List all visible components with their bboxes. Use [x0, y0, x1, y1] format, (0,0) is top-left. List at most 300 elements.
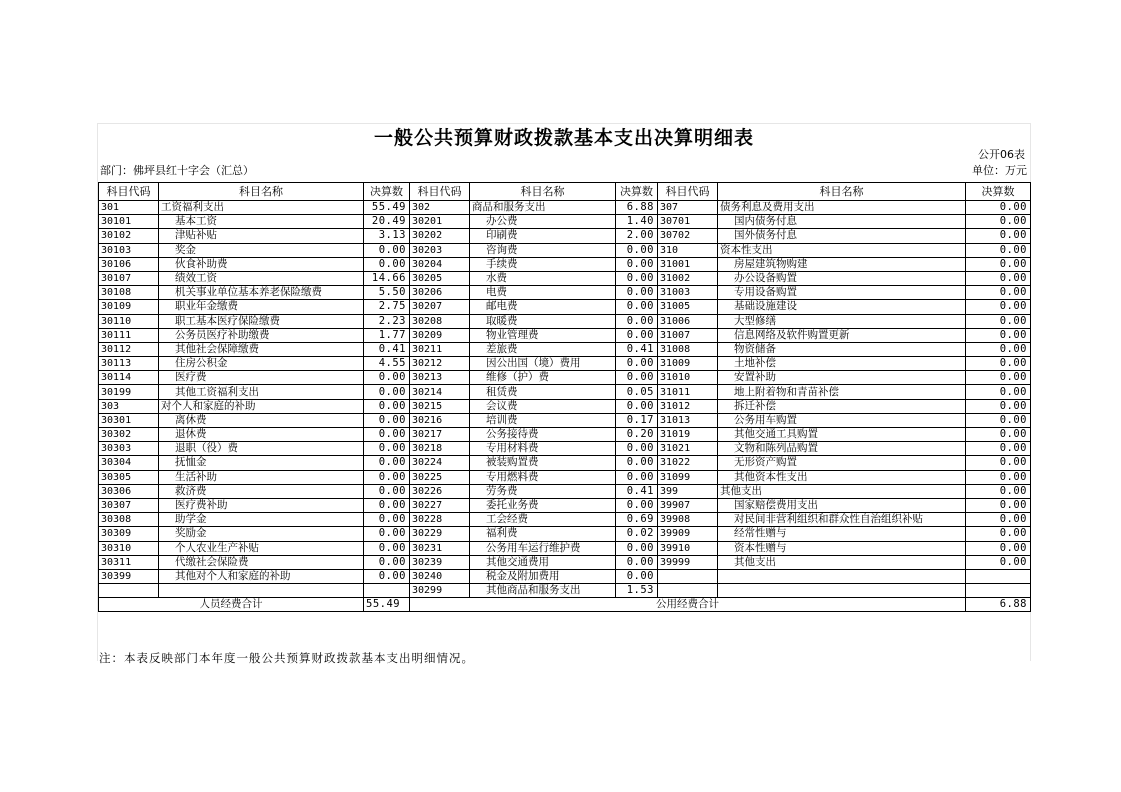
subject-code-cell: 30214: [410, 385, 470, 399]
header-cell: 科目代码: [410, 183, 470, 201]
subject-code-cell: 39907: [658, 498, 718, 512]
subject-name-cell: 住房公积金: [159, 357, 364, 371]
subject-code-cell: 31021: [658, 442, 718, 456]
subject-name-cell: 信息网络及软件购置更新: [718, 328, 966, 342]
subject-code-cell: 30303: [99, 442, 159, 456]
amount-cell: 0.20: [616, 428, 658, 442]
table-row: [99, 201, 1031, 215]
subject-name-cell: 其他交通工具购置: [718, 428, 966, 442]
subject-code-cell: 302: [410, 201, 470, 215]
amount-cell: 1.77: [364, 328, 410, 342]
subject-name-cell: 其他商品和服务支出: [470, 584, 616, 598]
subject-code-cell: 30213: [410, 371, 470, 385]
subject-name-cell: 国家赔偿费用支出: [718, 498, 966, 512]
subject-code-cell: 30702: [658, 229, 718, 243]
subject-code-cell: 30311: [99, 555, 159, 569]
amount-cell: 0.02: [616, 527, 658, 541]
table-row: [99, 215, 1031, 229]
subject-name-cell: 邮电费: [470, 300, 616, 314]
amount-cell: 0.00: [966, 215, 1031, 229]
amount-cell: 6.88: [616, 201, 658, 215]
subject-name-cell: 会议费: [470, 399, 616, 413]
table-row: [99, 456, 1031, 470]
subject-code-cell: 31005: [658, 300, 718, 314]
subject-code-cell: 31007: [658, 328, 718, 342]
subject-code-cell: 31099: [658, 470, 718, 484]
subject-code-cell: 30240: [410, 569, 470, 583]
table-row: [99, 357, 1031, 371]
subject-name-cell: 国外债务付息: [718, 229, 966, 243]
subject-name-cell: 公务用车运行维护费: [470, 541, 616, 555]
subject-code-cell: 30307: [99, 498, 159, 512]
subject-code-cell: 31003: [658, 286, 718, 300]
subject-name-cell: 其他资本性支出: [718, 470, 966, 484]
subject-code-cell: 30101: [99, 215, 159, 229]
table-row: [99, 413, 1031, 427]
amount-cell: 55.49: [364, 201, 410, 215]
subject-name-cell: 机关事业单位基本养老保险缴费: [159, 286, 364, 300]
subject-name-cell: 物业管理费: [470, 328, 616, 342]
subject-code-cell: 30206: [410, 286, 470, 300]
subject-name-cell: 基础设施建设: [718, 300, 966, 314]
subject-code-cell: 30304: [99, 456, 159, 470]
subject-code-cell: 31009: [658, 357, 718, 371]
table-row: [99, 484, 1031, 498]
subject-code-cell: 39909: [658, 527, 718, 541]
subject-name-cell: [159, 584, 364, 598]
subject-code-cell: 30218: [410, 442, 470, 456]
amount-cell: 0.00: [364, 413, 410, 427]
subject-name-cell: 专用设备购置: [718, 286, 966, 300]
amount-cell: [966, 584, 1031, 598]
subject-code-cell: 399: [658, 484, 718, 498]
header-cell: 科目名称: [470, 183, 616, 201]
subject-name-cell: 福利费: [470, 527, 616, 541]
header-cell: 科目名称: [159, 183, 364, 201]
subject-name-cell: [718, 569, 966, 583]
subject-code-cell: 30231: [410, 541, 470, 555]
amount-cell: 0.00: [966, 229, 1031, 243]
amount-cell: 0.00: [364, 527, 410, 541]
subject-code-cell: 30217: [410, 428, 470, 442]
expenditure-table: [98, 182, 1031, 612]
subject-code-cell: 30215: [410, 399, 470, 413]
amount-cell: 0.00: [364, 555, 410, 569]
report-title: 一般公共预算财政拨款基本支出决算明细表: [373, 127, 754, 149]
amount-cell: 0.00: [616, 555, 658, 569]
amount-cell: 0.00: [966, 541, 1031, 555]
amount-cell: 0.00: [966, 513, 1031, 527]
amount-cell: 0.00: [616, 300, 658, 314]
amount-cell: 0.00: [616, 399, 658, 413]
subject-name-cell: [718, 584, 966, 598]
subject-code-cell: 301: [99, 201, 159, 215]
table-row: [99, 243, 1031, 257]
subject-name-cell: 安置补助: [718, 371, 966, 385]
subject-code-cell: 31008: [658, 342, 718, 356]
amount-cell: 0.00: [616, 328, 658, 342]
amount-cell: 14.66: [364, 271, 410, 285]
subject-name-cell: 水费: [470, 271, 616, 285]
table-row: [99, 286, 1031, 300]
amount-cell: 3.13: [364, 229, 410, 243]
subject-name-cell: 助学金: [159, 513, 364, 527]
subject-name-cell: 其他工资福利支出: [159, 385, 364, 399]
amount-cell: 2.75: [364, 300, 410, 314]
table-row: [99, 498, 1031, 512]
subject-code-cell: 30226: [410, 484, 470, 498]
table-row: [99, 371, 1031, 385]
table-row: [99, 300, 1031, 314]
amount-cell: 0.00: [966, 498, 1031, 512]
totals-row: [99, 598, 1031, 612]
subject-name-cell: 公务用车购置: [718, 413, 966, 427]
subject-code-cell: 30224: [410, 456, 470, 470]
subject-code-cell: 30301: [99, 413, 159, 427]
amount-cell: 0.00: [364, 428, 410, 442]
subject-code-cell: [658, 584, 718, 598]
subject-name-cell: 咨询费: [470, 243, 616, 257]
amount-cell: 0.00: [364, 513, 410, 527]
subject-code-cell: 30202: [410, 229, 470, 243]
amount-cell: 0.00: [364, 371, 410, 385]
subject-name-cell: 奖励金: [159, 527, 364, 541]
subject-code-cell: 30228: [410, 513, 470, 527]
subject-name-cell: 税金及附加费用: [470, 569, 616, 583]
table-row: [99, 569, 1031, 583]
subject-code-cell: 31011: [658, 385, 718, 399]
amount-cell: 0.00: [616, 257, 658, 271]
subject-name-cell: 文物和陈列品购置: [718, 442, 966, 456]
subject-name-cell: 资本性赠与: [718, 541, 966, 555]
table-row: [99, 584, 1031, 598]
amount-cell: 2.23: [364, 314, 410, 328]
amount-cell: 0.00: [966, 442, 1031, 456]
amount-cell: 4.55: [364, 357, 410, 371]
subject-name-cell: 绩效工资: [159, 271, 364, 285]
subject-name-cell: 办公设备购置: [718, 271, 966, 285]
subject-code-cell: 30204: [410, 257, 470, 271]
subject-code-cell: 31013: [658, 413, 718, 427]
amount-cell: 0.00: [966, 456, 1031, 470]
amount-cell: 0.00: [364, 399, 410, 413]
table-row: [99, 513, 1031, 527]
table-row: [99, 257, 1031, 271]
subject-name-cell: 债务利息及费用支出: [718, 201, 966, 215]
subject-name-cell: 维修（护）费: [470, 371, 616, 385]
amount-cell: 0.00: [364, 541, 410, 555]
subject-code-cell: 30199: [99, 385, 159, 399]
subject-name-cell: 职工基本医疗保险缴费: [159, 314, 364, 328]
table-row: [99, 385, 1031, 399]
amount-cell: 0.00: [966, 385, 1031, 399]
subject-code-cell: 30207: [410, 300, 470, 314]
amount-cell: 0.00: [966, 484, 1031, 498]
subject-name-cell: 医疗费: [159, 371, 364, 385]
amount-cell: 0.00: [616, 456, 658, 470]
subject-name-cell: 生活补助: [159, 470, 364, 484]
amount-cell: 0.41: [616, 342, 658, 356]
subject-name-cell: 拆迁补偿: [718, 399, 966, 413]
subject-code-cell: 31006: [658, 314, 718, 328]
subject-code-cell: 30203: [410, 243, 470, 257]
subject-name-cell: 其他对个人和家庭的补助: [159, 569, 364, 583]
amount-cell: 0.00: [364, 569, 410, 583]
amount-cell: 0.00: [364, 484, 410, 498]
amount-cell: 0.00: [364, 456, 410, 470]
subject-code-cell: 30305: [99, 470, 159, 484]
subject-code-cell: 30208: [410, 314, 470, 328]
subject-code-cell: 30212: [410, 357, 470, 371]
amount-cell: 0.00: [616, 271, 658, 285]
subject-code-cell: 31010: [658, 371, 718, 385]
subject-code-cell: 39908: [658, 513, 718, 527]
subject-name-cell: 代缴社会保险费: [159, 555, 364, 569]
subject-code-cell: 31019: [658, 428, 718, 442]
subject-name-cell: 基本工资: [159, 215, 364, 229]
subject-name-cell: 公务接待费: [470, 428, 616, 442]
amount-cell: 0.00: [966, 286, 1031, 300]
subject-code-cell: 30306: [99, 484, 159, 498]
subject-code-cell: 30109: [99, 300, 159, 314]
table-row: [99, 399, 1031, 413]
amount-cell: 0.00: [966, 300, 1031, 314]
subject-name-cell: 劳务费: [470, 484, 616, 498]
subject-code-cell: 31001: [658, 257, 718, 271]
amount-cell: 0.17: [616, 413, 658, 427]
subject-name-cell: 印刷费: [470, 229, 616, 243]
subject-name-cell: 其他交通费用: [470, 555, 616, 569]
subject-code-cell: 30239: [410, 555, 470, 569]
subject-code-cell: 30112: [99, 342, 159, 356]
subject-name-cell: 租赁费: [470, 385, 616, 399]
subject-name-cell: 办公费: [470, 215, 616, 229]
amount-cell: 0.00: [966, 257, 1031, 271]
amount-cell: 1.53: [616, 584, 658, 598]
subject-code-cell: 39910: [658, 541, 718, 555]
subject-name-cell: 经常性赠与: [718, 527, 966, 541]
subject-code-cell: 30227: [410, 498, 470, 512]
table-row: [99, 527, 1031, 541]
subject-code-cell: 31012: [658, 399, 718, 413]
subject-name-cell: 其他社会保障缴费: [159, 342, 364, 356]
subject-name-cell: 差旅费: [470, 342, 616, 356]
subject-name-cell: 奖金: [159, 243, 364, 257]
amount-cell: 0.00: [966, 428, 1031, 442]
amount-cell: 0.00: [616, 498, 658, 512]
amount-cell: 1.40: [616, 215, 658, 229]
amount-cell: 0.00: [966, 371, 1031, 385]
subject-name-cell: 其他支出: [718, 555, 966, 569]
header-cell: 科目名称: [718, 183, 966, 201]
amount-cell: 0.00: [616, 243, 658, 257]
amount-cell: 0.00: [966, 243, 1031, 257]
subject-name-cell: 电费: [470, 286, 616, 300]
table-row: [99, 229, 1031, 243]
subject-code-cell: 30309: [99, 527, 159, 541]
subject-code-cell: 30302: [99, 428, 159, 442]
table-row: [99, 428, 1031, 442]
amount-cell: 0.00: [616, 470, 658, 484]
subject-code-cell: 30209: [410, 328, 470, 342]
subject-name-cell: 公务员医疗补助缴费: [159, 328, 364, 342]
amount-cell: 0.00: [616, 314, 658, 328]
personnel-total-value: 55.49: [364, 598, 410, 612]
subject-name-cell: 职业年金缴费: [159, 300, 364, 314]
table-row: [99, 470, 1031, 484]
amount-cell: 0.00: [966, 555, 1031, 569]
amount-cell: 0.00: [616, 371, 658, 385]
amount-cell: 0.00: [966, 399, 1031, 413]
subject-name-cell: 被装购置费: [470, 456, 616, 470]
amount-cell: 0.00: [966, 357, 1031, 371]
unit-label: 单位：万元: [972, 164, 1027, 177]
amount-cell: 0.00: [364, 442, 410, 456]
table-row: [99, 442, 1031, 456]
amount-cell: 20.49: [364, 215, 410, 229]
subject-code-cell: 30229: [410, 527, 470, 541]
form-number: 公开06表: [978, 148, 1025, 161]
subject-name-cell: 手续费: [470, 257, 616, 271]
subject-code-cell: [658, 569, 718, 583]
header-cell: 科目代码: [99, 183, 159, 201]
subject-name-cell: 其他支出: [718, 484, 966, 498]
subject-name-cell: 取暖费: [470, 314, 616, 328]
subject-name-cell: 资本性支出: [718, 243, 966, 257]
subject-name-cell: 专用燃料费: [470, 470, 616, 484]
subject-name-cell: 物资储备: [718, 342, 966, 356]
subject-name-cell: 津贴补贴: [159, 229, 364, 243]
amount-cell: 0.00: [966, 328, 1031, 342]
subject-name-cell: 地上附着物和青苗补偿: [718, 385, 966, 399]
public-total-value: 6.88: [966, 598, 1031, 612]
amount-cell: 0.00: [966, 527, 1031, 541]
header-cell: 科目代码: [658, 183, 718, 201]
subject-code-cell: 31002: [658, 271, 718, 285]
amount-cell: 0.00: [616, 541, 658, 555]
amount-cell: 2.00: [616, 229, 658, 243]
header-cell: 决算数: [616, 183, 658, 201]
subject-name-cell: 无形资产购置: [718, 456, 966, 470]
subject-code-cell: 30308: [99, 513, 159, 527]
subject-name-cell: 因公出国（境）费用: [470, 357, 616, 371]
subject-code-cell: 30106: [99, 257, 159, 271]
amount-cell: [364, 584, 410, 598]
amount-cell: 0.00: [966, 342, 1031, 356]
amount-cell: 0.00: [966, 271, 1031, 285]
subject-name-cell: 大型修缮: [718, 314, 966, 328]
subject-name-cell: 工会经费: [470, 513, 616, 527]
subject-name-cell: 国内债务付息: [718, 215, 966, 229]
header-cell: 决算数: [966, 183, 1031, 201]
table-row: [99, 541, 1031, 555]
subject-name-cell: 培训费: [470, 413, 616, 427]
subject-name-cell: 退职（役）费: [159, 442, 364, 456]
subject-code-cell: 307: [658, 201, 718, 215]
subject-name-cell: 对民间非营利组织和群众性自治组织补贴: [718, 513, 966, 527]
subject-name-cell: 救济费: [159, 484, 364, 498]
subject-code-cell: [99, 584, 159, 598]
table-note: 注：本表反映部门本年度一般公共预算财政拨款基本支出明细情况。: [99, 651, 474, 665]
subject-name-cell: 离休费: [159, 413, 364, 427]
subject-code-cell: 30299: [410, 584, 470, 598]
subject-code-cell: 30310: [99, 541, 159, 555]
subject-code-cell: 30110: [99, 314, 159, 328]
amount-cell: 0.00: [966, 470, 1031, 484]
subject-name-cell: 专用材料费: [470, 442, 616, 456]
subject-code-cell: 30205: [410, 271, 470, 285]
subject-code-cell: 310: [658, 243, 718, 257]
amount-cell: 0.00: [616, 569, 658, 583]
amount-cell: 0.00: [364, 498, 410, 512]
amount-cell: 0.00: [966, 314, 1031, 328]
subject-code-cell: 30211: [410, 342, 470, 356]
table-row: [99, 555, 1031, 569]
amount-cell: 0.00: [364, 470, 410, 484]
amount-cell: 0.00: [616, 286, 658, 300]
amount-cell: 0.00: [616, 442, 658, 456]
amount-cell: 0.00: [966, 201, 1031, 215]
amount-cell: [966, 569, 1031, 583]
subject-name-cell: 工资福利支出: [159, 201, 364, 215]
subject-code-cell: 303: [99, 399, 159, 413]
subject-name-cell: 土地补偿: [718, 357, 966, 371]
subject-code-cell: 30114: [99, 371, 159, 385]
subject-code-cell: 30701: [658, 215, 718, 229]
subject-name-cell: 抚恤金: [159, 456, 364, 470]
amount-cell: 0.41: [364, 342, 410, 356]
subject-name-cell: 房屋建筑物购建: [718, 257, 966, 271]
amount-cell: 0.00: [364, 243, 410, 257]
amount-cell: 0.00: [966, 413, 1031, 427]
subject-code-cell: 39999: [658, 555, 718, 569]
amount-cell: 0.00: [364, 385, 410, 399]
subject-code-cell: 30201: [410, 215, 470, 229]
subject-code-cell: 31022: [658, 456, 718, 470]
subject-name-cell: 委托业务费: [470, 498, 616, 512]
subject-code-cell: 30103: [99, 243, 159, 257]
subject-code-cell: 30102: [99, 229, 159, 243]
table-header-row: [99, 183, 1031, 201]
subject-code-cell: 30108: [99, 286, 159, 300]
table-row: [99, 271, 1031, 285]
subject-code-cell: 30111: [99, 328, 159, 342]
subject-name-cell: 医疗费补助: [159, 498, 364, 512]
subject-code-cell: 30113: [99, 357, 159, 371]
subject-code-cell: 30399: [99, 569, 159, 583]
personnel-total-label: 人员经费合计: [99, 598, 364, 612]
amount-cell: 0.00: [364, 257, 410, 271]
amount-cell: 5.50: [364, 286, 410, 300]
subject-code-cell: 30216: [410, 413, 470, 427]
table-row: [99, 342, 1031, 356]
subject-name-cell: 商品和服务支出: [470, 201, 616, 215]
subject-code-cell: 30107: [99, 271, 159, 285]
department-label: 部门：佛坪县红十字会（汇总）: [100, 164, 254, 177]
amount-cell: 0.69: [616, 513, 658, 527]
table-row: [99, 328, 1031, 342]
table-row: [99, 314, 1031, 328]
subject-name-cell: 个人农业生产补贴: [159, 541, 364, 555]
header-cell: 决算数: [364, 183, 410, 201]
amount-cell: 0.41: [616, 484, 658, 498]
public-total-label: 公用经费合计: [410, 598, 966, 612]
amount-cell: 0.00: [616, 357, 658, 371]
amount-cell: 0.05: [616, 385, 658, 399]
report-sheet: [97, 123, 1031, 665]
subject-name-cell: 对个人和家庭的补助: [159, 399, 364, 413]
subject-name-cell: 伙食补助费: [159, 257, 364, 271]
